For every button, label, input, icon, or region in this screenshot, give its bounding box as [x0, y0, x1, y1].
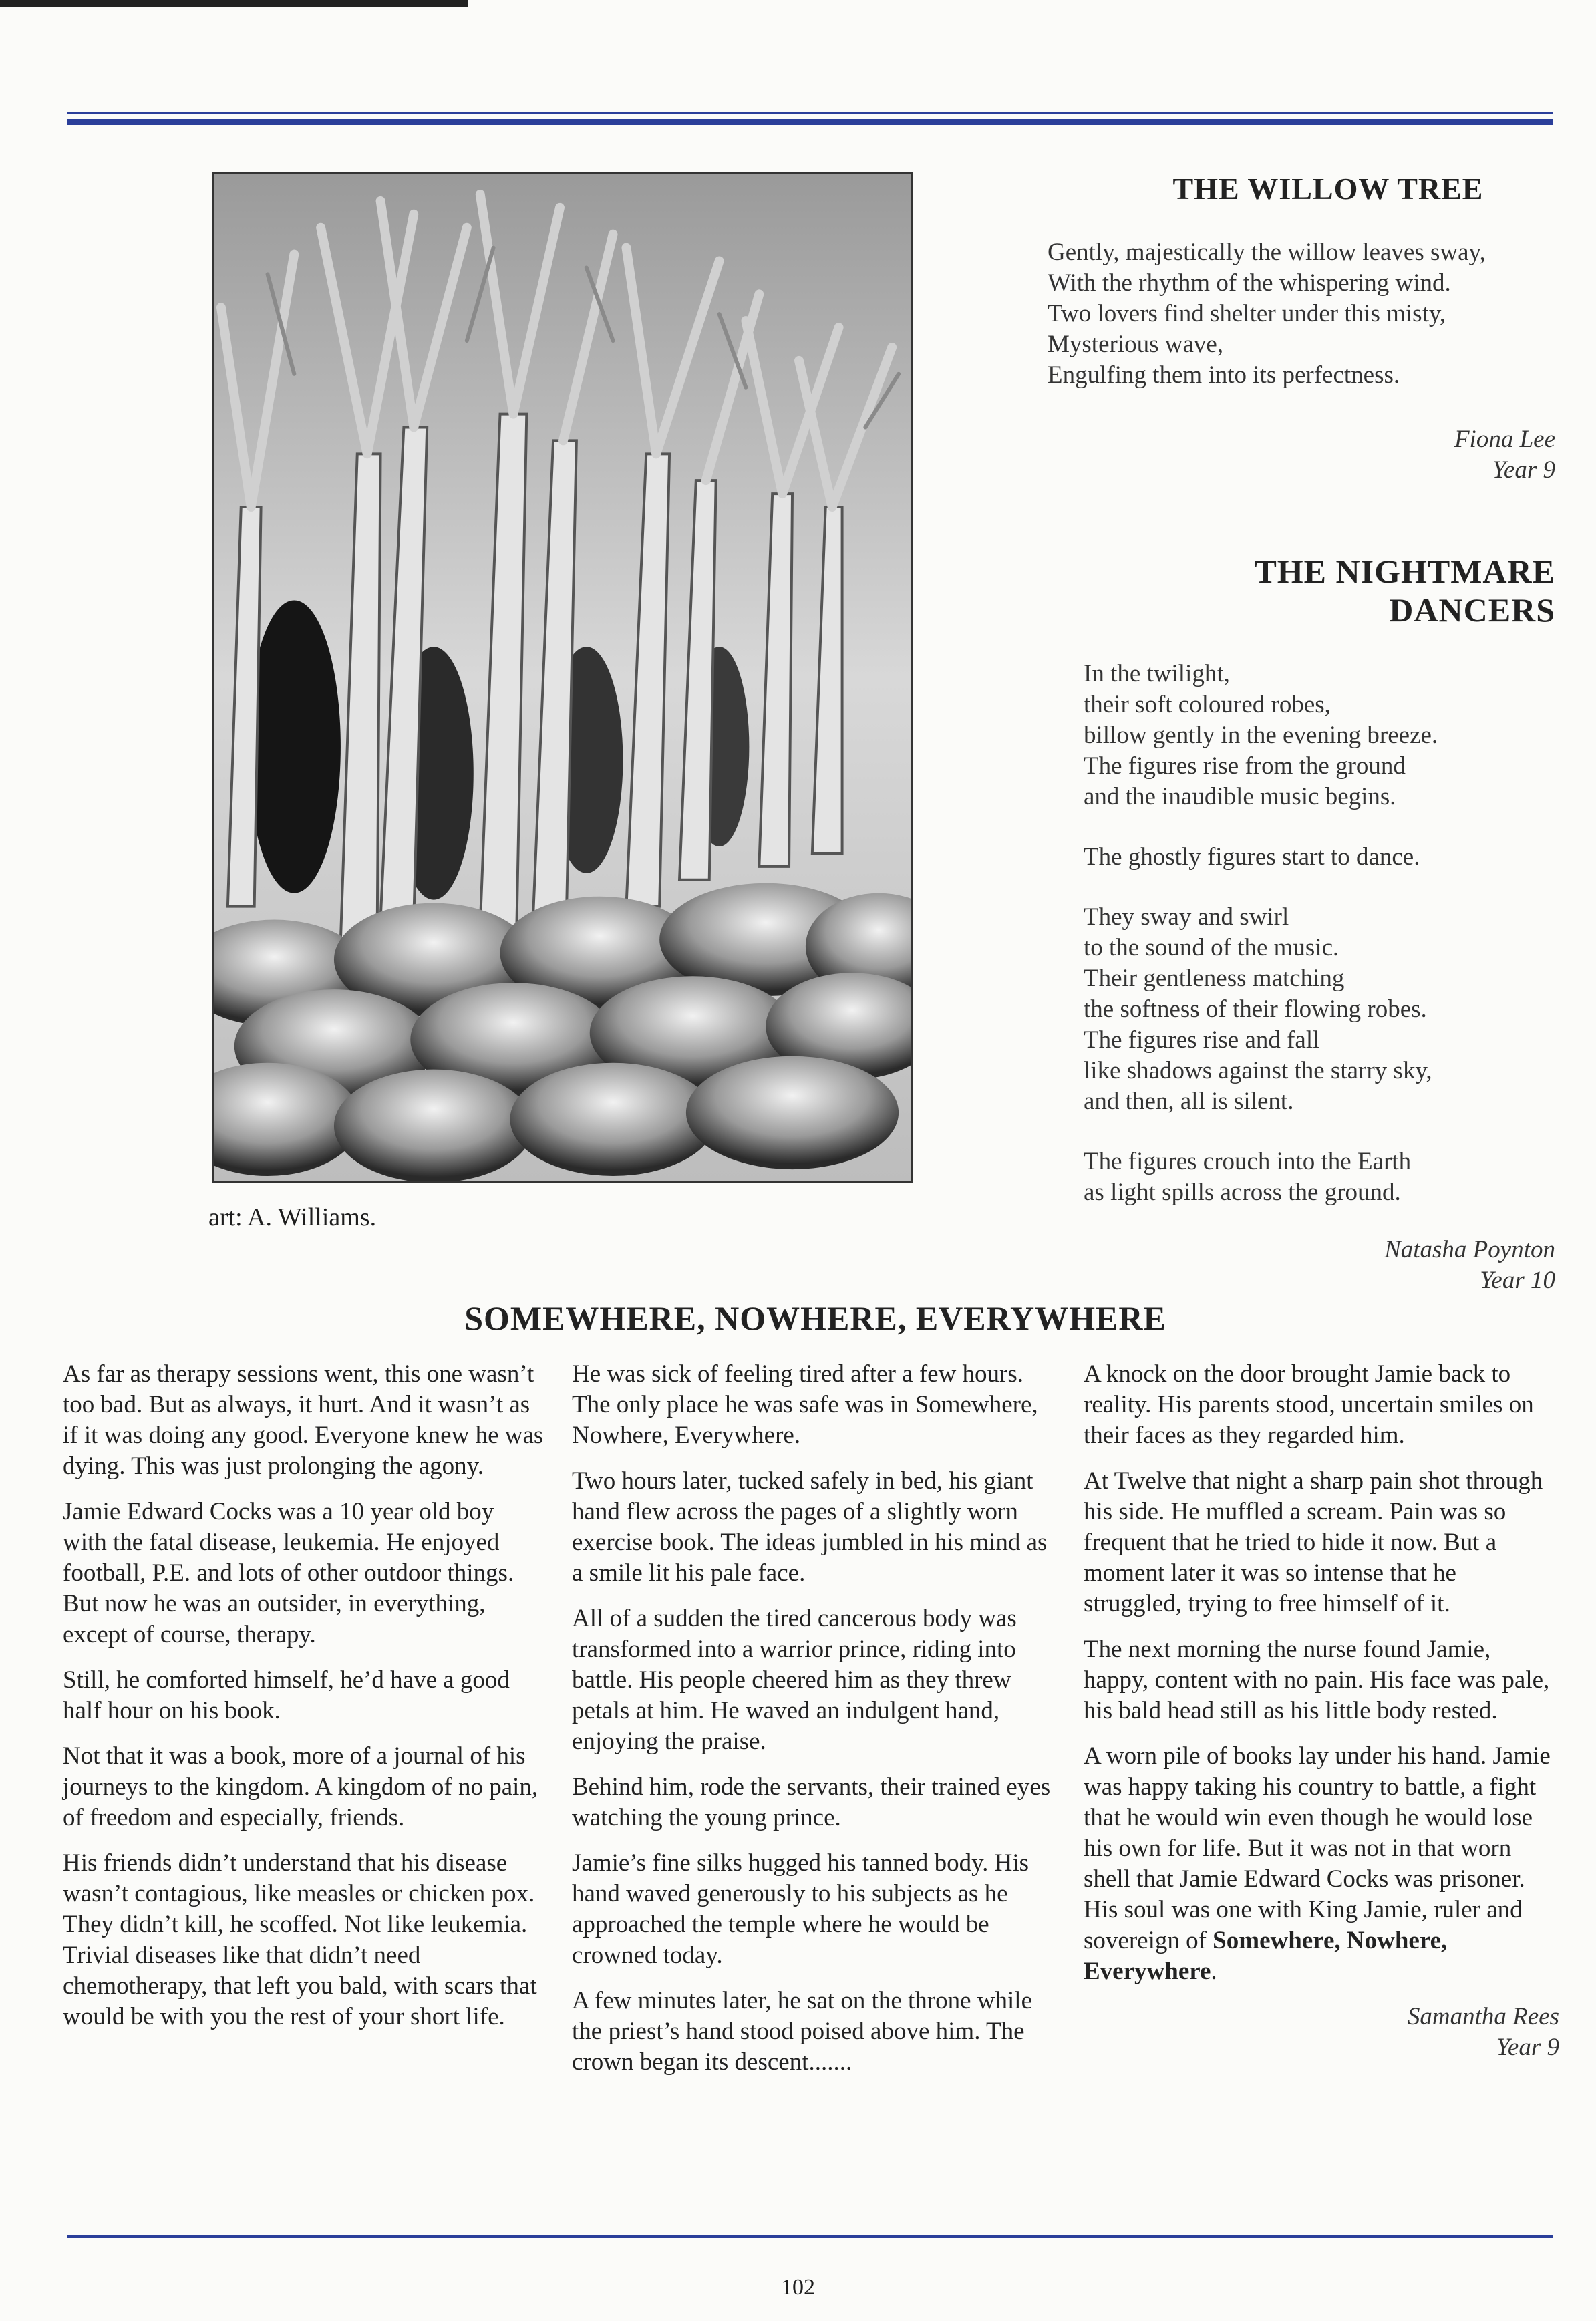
author-year: Year 9 [1492, 456, 1555, 484]
poem-line: The ghostly figures start to dance. [1084, 843, 1420, 871]
story-paragraph: As far as therapy sessions went, this one wasn’t too bad. But as always, it hurt. And it wasn’t as if it was doing any good. Everyone knew he was dying. This was just prolonging the agony. [63, 1360, 544, 1480]
poem-nightmare-dancers [1084, 552, 1555, 1296]
poem-body [1084, 659, 1555, 1208]
poem-line: The figures rise and fall [1084, 1026, 1320, 1054]
story-paragraph: His friends didn’t understand that his disease wasn’t contagious, like measles or chicken pox. They didn’t kill, he scoffed. Not like leukemia. Trivial diseases like that didn’t need chemotherapy, that left you bald, with scars that would be with you the rest of your short life. [63, 1849, 537, 2030]
page-number: 102 [781, 2275, 815, 2300]
story-paragraph: A knock on the door brought Jamie back to reality. His parents stood, uncertain smiles on their faces as they regarded him. [1084, 1360, 1534, 1449]
poem-line: and the inaudible music begins. [1084, 783, 1396, 810]
poem-line: They sway and swirl [1084, 903, 1289, 931]
story-paragraph: Still, he comforted himself, he’d have a good half hour on his book. [63, 1666, 510, 1724]
art-caption: art: A. Williams. [208, 1203, 377, 1231]
story-author [1084, 2002, 1559, 2063]
poem-stanza [1084, 902, 1555, 1117]
poem-title: THE NIGHTMARE DANCERS [1254, 553, 1555, 629]
story-paragraph: A few minutes later, he sat on the throne while the priest’s hand stood poised above him. The crown began its descent....... [572, 1987, 1032, 2076]
story-paragraph: He was sick of feeling tired after a few hours. The only place he was safe was in Somewhere, Nowhere, Everywhere. [572, 1360, 1038, 1449]
author-year: Year 10 [1480, 1267, 1555, 1294]
poem-stanza [1084, 1146, 1555, 1208]
top-rule-thick [67, 119, 1553, 125]
poem-stanza [1084, 659, 1555, 812]
author-name: Natasha Poynton [1384, 1236, 1555, 1263]
poem-line: as light spills across the ground. [1084, 1179, 1401, 1206]
poem-line: Their gentleness matching [1084, 965, 1345, 992]
poem-willow-tree [1048, 171, 1555, 486]
story-paragraph: At Twelve that night a sharp pain shot through his side. He muffled a scream. Pain was so frequent that he tried to hide it now. But a moment later it was so intense that he struggled, trying to free himself of it. [1084, 1467, 1543, 1617]
story-paragraph: Jamie’s fine silks hugged his tanned body. His hand waved generously to his subjects as he approached the temple where he would be crowned today. [572, 1849, 1029, 1969]
poem-line: and then, all is silent. [1084, 1088, 1294, 1115]
poem-line: the softness of their flowing robes. [1084, 995, 1427, 1023]
story-emphasis: Somewhere, Nowhere, Everywhere [1084, 1927, 1448, 1985]
poem-body [1048, 237, 1555, 391]
top-rule-thin [67, 112, 1553, 114]
forest-artwork [212, 172, 913, 1183]
poem-line: billow gently in the evening breeze. [1084, 722, 1438, 749]
story-paragraph: Jamie Edward Cocks was a 10 year old boy with the fatal disease, leukemia. He enjoyed football, P.E. and lots of other outdoor things. But now he was an outsider, in everything, except of course, therapy. [63, 1498, 514, 1648]
poem-line: The figures crouch into the Earth [1084, 1148, 1412, 1175]
poem-line: The figures rise from the ground [1084, 752, 1406, 780]
story-paragraph: The next morning the nurse found Jamie, happy, content with no pain. His face was pale, his bald head still as his little body rested. [1084, 1636, 1550, 1724]
poem-line: In the twilight, [1084, 660, 1230, 687]
poem-line: Two lovers find shelter under this misty, [1048, 300, 1446, 327]
poem-line: Mysterious wave, [1048, 331, 1224, 358]
poem-line: Gently, majestically the willow leaves sway, [1048, 239, 1486, 266]
scan-edge-mark [0, 0, 468, 7]
poem-line: Engulfing them into its perfectness. [1048, 361, 1400, 389]
author-year: Year 9 [1496, 2034, 1559, 2061]
story-text-end: . [1211, 1958, 1217, 1985]
poem-line: to the sound of the music. [1084, 934, 1339, 961]
poem-author [1048, 424, 1555, 486]
story-column-1 [63, 1359, 544, 2047]
story-paragraph: All of a sudden the tired cancerous body was transformed into a warrior prince, riding into battle. His people cheered him as they threw petals at him. He waved an indulgent hand, enjoying the praise. [572, 1605, 1017, 1755]
poem-line: their soft coloured robes, [1084, 691, 1331, 718]
story-paragraph [1084, 1741, 1559, 1987]
forest-illustration [214, 174, 911, 1181]
story-column-2 [572, 1359, 1053, 2093]
poem-stanza [1084, 842, 1555, 873]
story-column-3 [1084, 1359, 1559, 2063]
story-text: A worn pile of books lay under his hand. Jamie was happy taking his country to battle, a fight that he would win even though he would lose his own for life. But it was not in that worn shell that Jamie Edward Cocks was prisoner. His soul was one with King Jamie, ruler and sovereign of [1084, 1742, 1551, 1954]
story-paragraph: Not that it was a book, more of a journal of his journeys to the kingdom. A kingdom of no pain, of freedom and especially, friends. [63, 1742, 538, 1831]
story-title: SOMEWHERE, NOWHERE, EVERYWHERE [464, 1299, 1166, 1337]
story-paragraph: Two hours later, tucked safely in bed, his giant hand flew across the pages of a slightly worn exercise book. The ideas jumbled in his mind as a smile lit his pale face. [572, 1467, 1048, 1587]
poem-line: like shadows against the starry sky, [1084, 1057, 1432, 1084]
poem-author [1084, 1235, 1555, 1296]
author-name: Fiona Lee [1454, 426, 1555, 453]
bottom-rule [67, 2235, 1553, 2238]
story-paragraph: Behind him, rode the servants, their trained eyes watching the young prince. [572, 1773, 1051, 1831]
poem-line: With the rhythm of the whispering wind. [1048, 269, 1451, 297]
author-name: Samantha Rees [1407, 2003, 1559, 2030]
poem-title: THE WILLOW TREE [1172, 172, 1484, 206]
